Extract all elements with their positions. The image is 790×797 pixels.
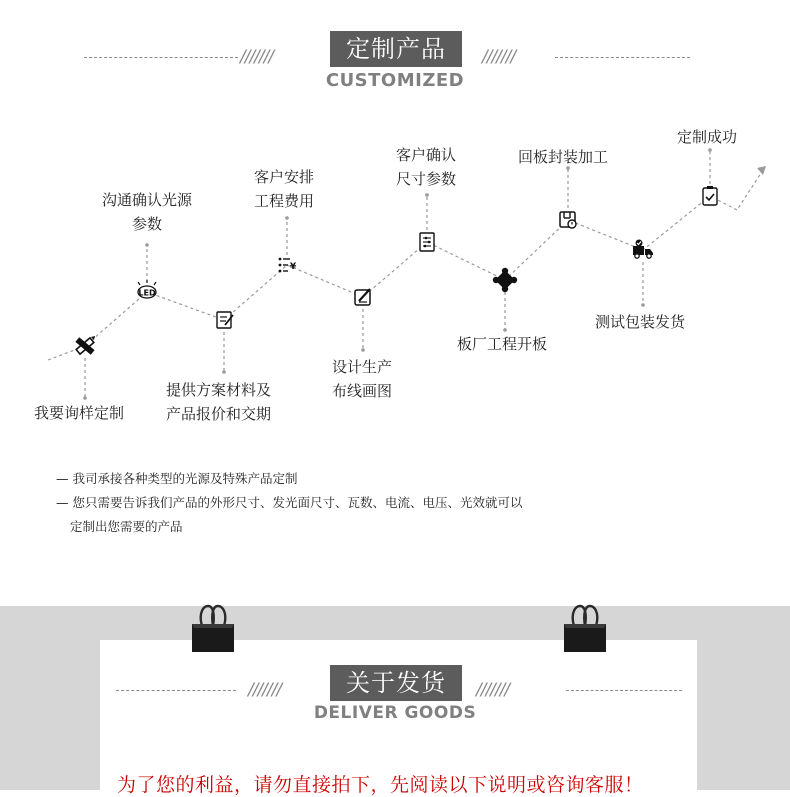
- checklist-icon: [703, 186, 717, 205]
- section-title-delivery: 关于发货: [330, 665, 462, 701]
- step-label-1-line-1: 我要询样定制: [34, 404, 125, 422]
- delivery-warning: 为了您的利益，请勿直接拍下，先阅读以下说明或咨询客服！: [117, 774, 644, 796]
- step-label-10-line-1: 定制成功: [677, 128, 738, 146]
- step-label-5-line-2: 布线画图: [332, 382, 393, 400]
- note-line-2: — 您只需要告诉我们产品的外形尺寸、发光面尺寸、瓦数、电流、电压、光效就可以: [56, 495, 523, 510]
- step-label-8-line-1: 回板封装加工: [518, 148, 609, 166]
- step-label-4: [254, 165, 314, 213]
- price-list-icon: [279, 258, 297, 273]
- binder-clip-left-icon: [188, 604, 238, 660]
- step-label-3: [166, 378, 271, 426]
- step-label-8: [518, 145, 608, 169]
- note-line-3: 定制出您需要的产品: [70, 519, 183, 534]
- section-subtitle-delivery: DELIVER GOODS: [313, 703, 477, 723]
- pencil-ruler-icon: [75, 336, 95, 355]
- svg-text:¥: ¥: [289, 262, 297, 272]
- step-label-5: [332, 355, 392, 403]
- settings-document-icon: [420, 233, 434, 251]
- step-label-9-line-1: 测试包装发货: [595, 313, 686, 331]
- delivery-truck-icon: [633, 240, 653, 259]
- design-edit-icon: [355, 289, 370, 305]
- step-label-4-line-1: 客户安排: [254, 168, 315, 186]
- section-title-custom: 定制产品: [330, 31, 462, 67]
- step-label-7: [457, 332, 547, 356]
- step-label-5-line-1: 设计生产: [332, 358, 393, 376]
- step-label-6-line-1: 客户确认: [396, 146, 457, 164]
- edit-document-icon: [217, 312, 233, 328]
- section-subtitle-custom: CUSTOMIZED: [325, 70, 465, 91]
- step-label-3-line-1: 提供方案材料及: [166, 381, 272, 399]
- step-label-2-line-1: 沟通确认光源: [102, 191, 193, 209]
- led-bulb-icon: [138, 280, 156, 298]
- step-label-4-line-2: 工程费用: [254, 192, 315, 210]
- flow-arrow-icon: [757, 166, 766, 175]
- step-label-10: [677, 125, 737, 149]
- package-process-icon: [560, 212, 576, 228]
- delivery-slashes-left: ///////: [248, 680, 282, 700]
- delivery-dash-left: [116, 690, 236, 691]
- step-label-2: [102, 188, 192, 236]
- delivery-slashes-right: ///////: [476, 680, 510, 700]
- step-label-1: [34, 401, 124, 425]
- step-label-6-line-2: 尺寸参数: [396, 170, 457, 188]
- step-label-9: [595, 310, 685, 334]
- step-label-3-line-2: 产品报价和交期: [166, 405, 272, 423]
- step-label-2-line-2: 参数: [131, 215, 162, 233]
- header-slashes-left: ///////: [240, 47, 274, 67]
- header-slashes-right: ///////: [482, 47, 516, 67]
- delivery-dash-right: [566, 690, 682, 691]
- note-line-1: — 我司承接各种类型的光源及特殊产品定制: [56, 471, 298, 486]
- binder-clip-right-icon: [560, 604, 610, 660]
- step-label-7-line-1: 板厂工程开板: [457, 335, 548, 353]
- step-label-6: [396, 143, 456, 191]
- svg-text:LED: LED: [138, 288, 156, 298]
